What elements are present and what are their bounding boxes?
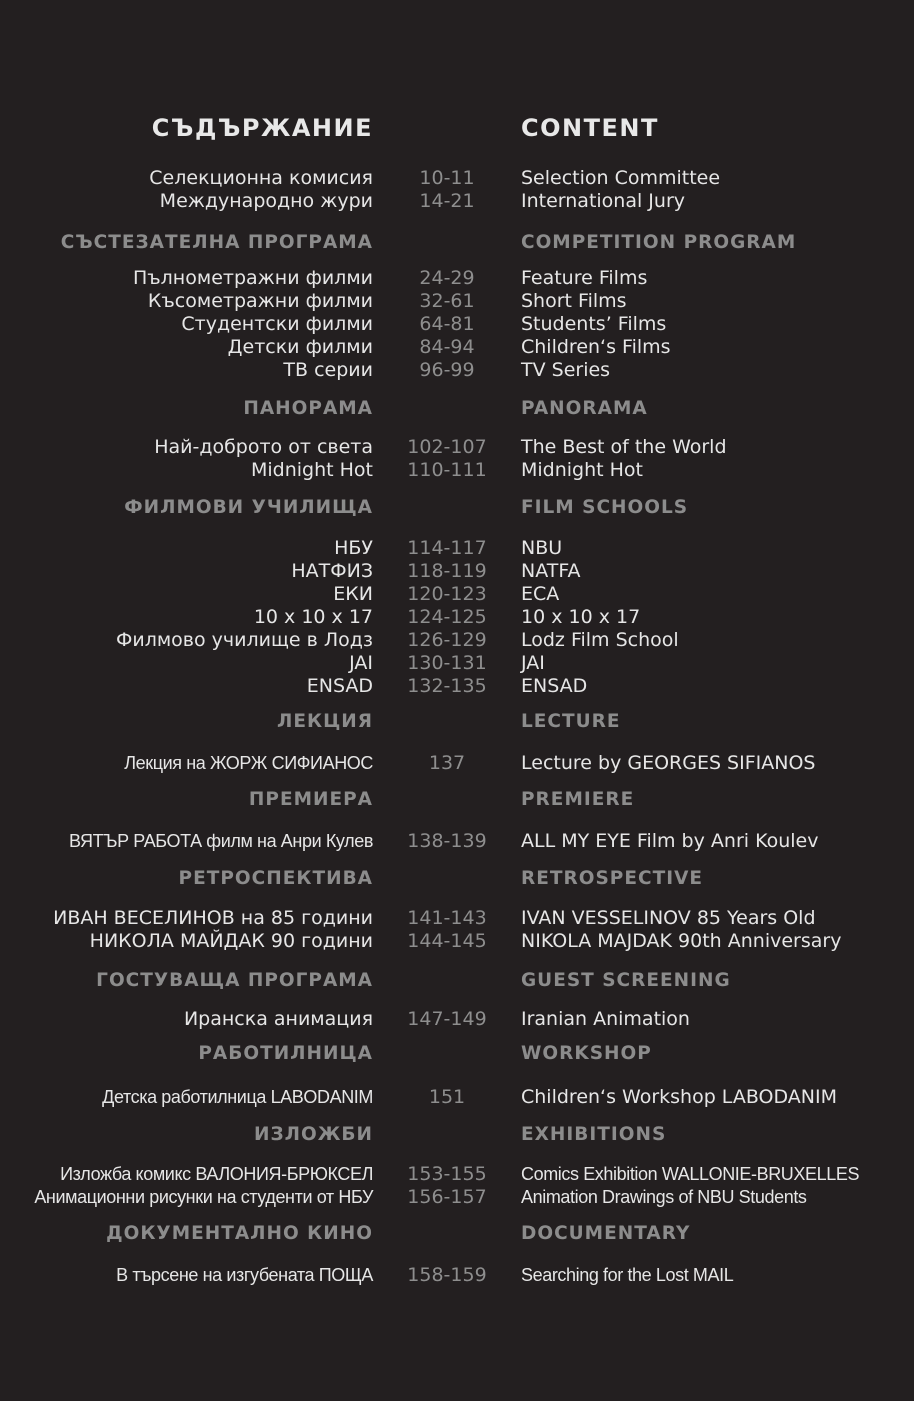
entry-title-bg: В търсене на изгубената ПОЩА [116, 1265, 373, 1285]
entry-pages: 156-157 [407, 1186, 487, 1208]
entry-title-bg: Международно жури [159, 190, 373, 212]
entry-title-bg: Селекционна комисия [149, 167, 373, 189]
section-title-en: FILM SCHOOLS [521, 497, 689, 518]
toc-entry[interactable] [0, 929, 914, 953]
toc-entry[interactable] [0, 435, 914, 459]
entry-title-bg: НИКОЛА МАЙДАК 90 години [89, 930, 373, 952]
toc-entry[interactable] [0, 189, 914, 213]
entry-title-bg: Детски филми [227, 336, 373, 358]
entry-title-en: International Jury [521, 190, 686, 212]
entry-pages: 144-145 [407, 930, 487, 952]
entry-title-bg: ТВ серии [283, 359, 373, 381]
entry-title-en: Midnight Hot [521, 459, 644, 481]
entry-title-en: NBU [521, 537, 563, 559]
section-heading [0, 496, 914, 520]
entry-pages: 24-29 [419, 267, 475, 289]
entry-title-en: Searching for the Lost MAIL [521, 1265, 734, 1285]
entry-title-bg: Най-доброто от света [154, 436, 373, 458]
entry-title-bg: ИВАН ВЕСЕЛИНОВ на 85 години [53, 907, 373, 929]
section-title-en: LECTURE [521, 711, 621, 732]
toc-entry[interactable] [0, 605, 914, 629]
section-heading [0, 1123, 914, 1147]
section-title-bg: ПАНОРАМА [243, 398, 373, 419]
entry-title-en: Iranian Animation [521, 1008, 690, 1030]
section-title-bg: ПРЕМИЕРА [248, 789, 373, 810]
entry-title-en: 10 x 10 x 17 [521, 606, 641, 628]
toc-entry[interactable] [0, 335, 914, 359]
entry-title-bg: JAI [349, 652, 373, 674]
section-title-en: DOCUMENTARY [521, 1223, 691, 1244]
entry-pages: 137 [428, 752, 466, 774]
entry-title-bg: Лекция на ЖОРЖ СИФИАНОС [124, 753, 373, 773]
entry-title-bg: Пълнометражни филми [132, 267, 373, 289]
section-heading [0, 1222, 914, 1246]
entry-title-bg: Късометражни филми [147, 290, 373, 312]
section-title-en: COMPETITION PROGRAM [521, 232, 797, 253]
entry-title-bg: ЕКИ [333, 583, 373, 605]
entry-pages: 147-149 [407, 1008, 487, 1030]
entry-pages: 138-139 [407, 830, 487, 852]
section-heading [0, 231, 914, 255]
section-heading [0, 710, 914, 734]
entry-title-en: JAI [521, 652, 545, 674]
section-title-en: EXHIBITIONS [521, 1124, 667, 1145]
entry-title-en: Short Films [521, 290, 627, 312]
entry-title-en: IVAN VESSELINOV 85 Years Old [521, 907, 816, 929]
toc-entry[interactable] [0, 751, 914, 775]
header-title-bg: СЪДЪРЖАНИЕ [151, 114, 373, 142]
entry-title-en: Lodz Film School [521, 629, 679, 651]
entry-title-en: Children‘s Films [521, 336, 671, 358]
section-title-bg: ДОКУМЕНТАЛНО КИНО [106, 1223, 373, 1244]
entry-pages: 151 [428, 1086, 466, 1108]
toc-entry[interactable] [0, 829, 914, 853]
section-title-bg: РЕТРОСПЕКТИВА [178, 868, 373, 889]
entry-title-en: Comics Exhibition WALLONIE-BRUXELLES [521, 1164, 860, 1184]
entry-title-en: Children‘s Workshop LABODANIM [521, 1086, 837, 1108]
entry-pages: 114-117 [407, 537, 487, 559]
entry-pages: 102-107 [407, 436, 487, 458]
section-title-en: PANORAMA [521, 398, 648, 419]
entry-title-en: ENSAD [521, 675, 588, 697]
section-heading [0, 397, 914, 421]
entry-pages: 124-125 [407, 606, 487, 628]
entry-title-en: NIKOLA MAJDAK 90th Anniversary [521, 930, 842, 952]
entry-title-bg: Филмово училище в Лодз [116, 629, 373, 651]
entry-title-en: Animation Drawings of NBU Students [521, 1187, 807, 1207]
toc-entry[interactable] [0, 582, 914, 606]
entry-pages: 153-155 [407, 1163, 487, 1185]
toc-entry[interactable] [0, 651, 914, 675]
toc-entry[interactable] [0, 628, 914, 652]
entry-pages: 14-21 [419, 190, 475, 212]
toc-entry[interactable] [0, 458, 914, 482]
entry-title-en: Lecture by GEORGES SIFIANOS [521, 752, 816, 774]
entry-pages: 32-61 [419, 290, 475, 312]
entry-title-en: Students’ Films [521, 313, 667, 335]
section-title-bg: ЛЕКЦИЯ [276, 711, 373, 732]
section-title-bg: РАБОТИЛНИЦА [198, 1043, 373, 1064]
entry-title-en: Selection Committee [521, 167, 721, 189]
toc-entry[interactable] [0, 289, 914, 313]
toc-entry[interactable] [0, 1085, 914, 1109]
entry-title-bg: Иранска анимация [183, 1008, 373, 1030]
entry-title-bg: Детска работилница LABODANIM [102, 1087, 373, 1107]
section-title-bg: ГОСТУВАЩА ПРОГРАМА [96, 970, 373, 991]
entry-title-bg: НБУ [334, 537, 373, 559]
entry-title-bg: ВЯТЪР РАБОТА филм на Анри Кулев [69, 831, 373, 851]
entry-title-bg: Студентски филми [181, 313, 373, 335]
entry-pages: 130-131 [407, 652, 487, 674]
entry-pages: 110-111 [407, 459, 487, 481]
entry-title-en: TV Series [521, 359, 611, 381]
entry-pages: 158-159 [407, 1264, 487, 1286]
entry-pages: 118-119 [407, 560, 487, 582]
toc-entry[interactable] [0, 674, 914, 698]
toc-entry[interactable] [0, 1162, 914, 1186]
toc-entry[interactable] [0, 1007, 914, 1031]
toc-entry[interactable] [0, 358, 914, 382]
entry-title-en: NATFA [521, 560, 581, 582]
entry-pages: 84-94 [419, 336, 475, 358]
toc-entry[interactable] [0, 536, 914, 560]
entry-pages: 96-99 [419, 359, 475, 381]
entry-title-bg: Анимационни рисунки на студенти от НБУ [34, 1187, 373, 1207]
toc-entry[interactable] [0, 559, 914, 583]
section-title-bg: ФИЛМОВИ УЧИЛИЩА [124, 497, 373, 518]
entry-title-bg: 10 x 10 x 17 [253, 606, 373, 628]
entry-pages: 10-11 [419, 167, 475, 189]
entry-pages: 120-123 [407, 583, 487, 605]
entry-pages: 132-135 [407, 675, 487, 697]
section-title-en: PREMIERE [521, 789, 635, 810]
toc-entry[interactable] [0, 312, 914, 336]
entry-title-en: ALL MY EYE Film by Anri Koulev [521, 830, 819, 852]
entry-title-bg: НАТФИЗ [291, 560, 373, 582]
section-title-en: RETROSPECTIVE [521, 868, 704, 889]
entry-pages: 64-81 [419, 313, 475, 335]
toc-entry[interactable] [0, 906, 914, 930]
section-title-en: WORKSHOP [521, 1043, 652, 1064]
entry-title-bg: Изложба комикс ВАЛОНИЯ-БРЮКСЕЛ [60, 1164, 373, 1184]
entry-pages: 141-143 [407, 907, 487, 929]
section-heading [0, 1042, 914, 1066]
toc-entry[interactable] [0, 1185, 914, 1209]
entry-title-en: The Best of the World [521, 436, 727, 458]
section-title-en: GUEST SCREENING [521, 970, 731, 991]
toc-entry[interactable] [0, 166, 914, 190]
entry-title-bg: ENSAD [306, 675, 373, 697]
section-heading [0, 788, 914, 812]
entry-title-bg: Midnight Hot [250, 459, 373, 481]
entry-pages: 126-129 [407, 629, 487, 651]
toc-entry[interactable] [0, 266, 914, 290]
section-title-bg: ИЗЛОЖБИ [254, 1124, 373, 1145]
section-heading [0, 867, 914, 891]
toc-header [0, 116, 914, 140]
entry-title-en: ECA [521, 583, 560, 605]
section-title-bg: СЪСТЕЗАТЕЛНА ПРОГРАМА [60, 232, 373, 253]
toc-entry[interactable] [0, 1263, 914, 1287]
entry-title-en: Feature Films [521, 267, 648, 289]
section-heading [0, 969, 914, 993]
header-title-en: CONTENT [521, 114, 659, 142]
